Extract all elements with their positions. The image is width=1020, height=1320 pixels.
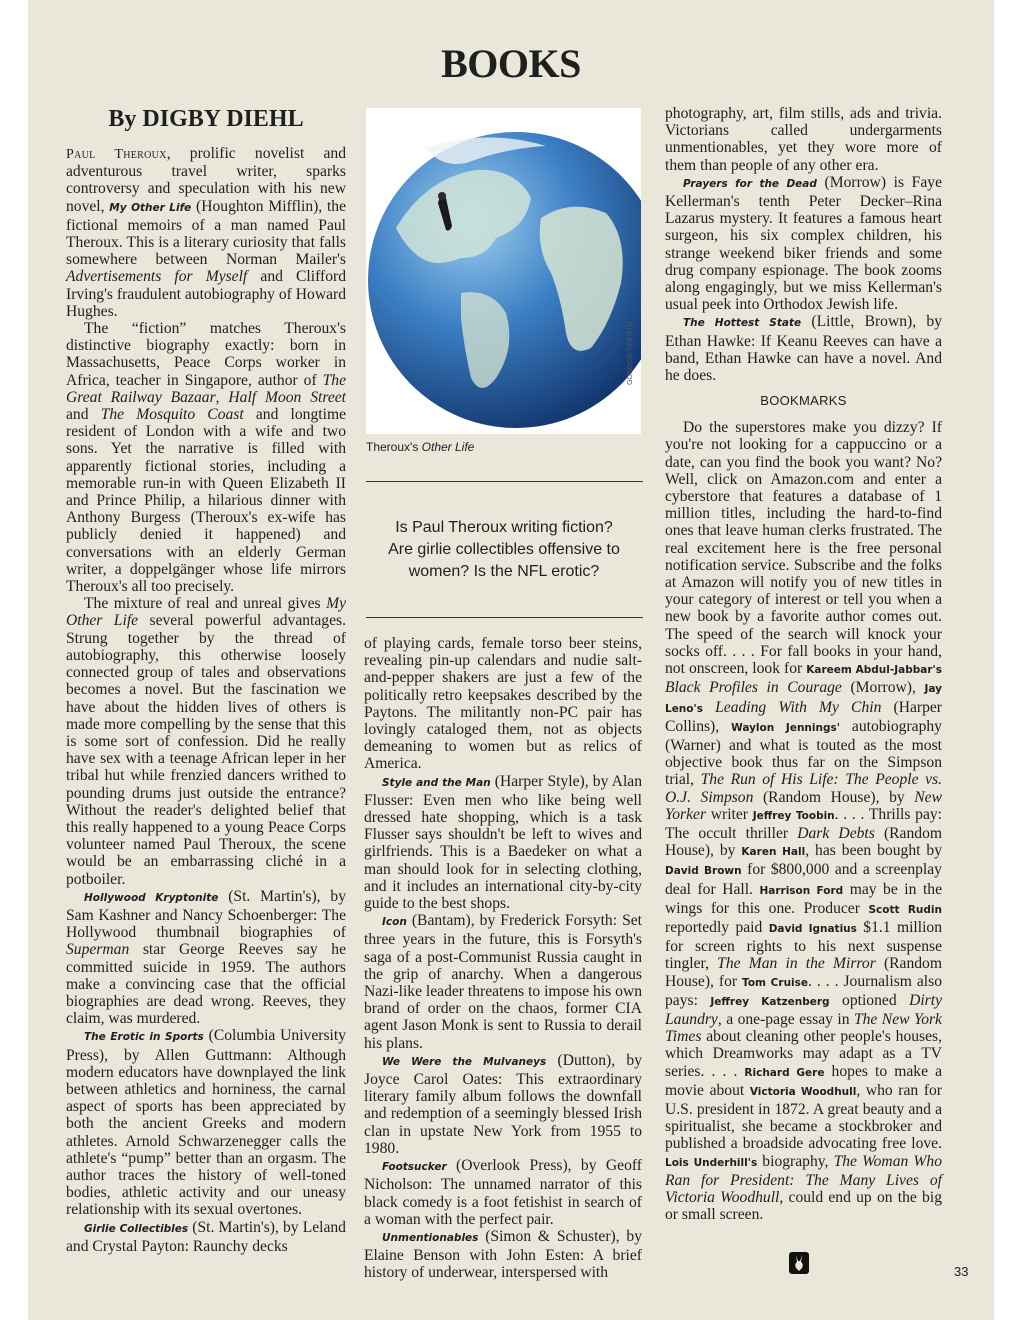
book-title: Style and the Man xyxy=(382,776,491,789)
paragraph: The “fiction” matches Theroux's distinctive biography exactly: born in Massachusetts, Peace Corps worker in Africa, teacher in Singapore, author of The Great Railway Bazaar, Half Moon Street and The Mosquito Coast and longtime resident of London with a wife and two sons. Yet the narrative is filled with apparently fictional stories, including a memorable run-in with Queen Elizabeth II and Prince Philip, a hilarious dinner with Anthony Burgess (Theroux's ex-wife has publicly denied it happened) and conversations with an elderly German writer, a doppelgänger whose life mirrors Theroux's all too precisely. xyxy=(66,320,346,596)
book-title: The Hottest State xyxy=(683,317,802,330)
book-title: Hollywood Kryptonite xyxy=(84,891,219,904)
column-3 xyxy=(665,105,942,1223)
globe-illustration xyxy=(366,108,641,434)
book-title: Icon xyxy=(382,916,407,929)
review-entry: Style and the Man (Harper Style), by Alan Flusser: Even men who like being well dressed hate shopping, which is a task Flusser says shouldn't be left to wives and girlfriends. This is a Baedeker on what a man should look for in selecting clothing, and it includes an international city-by-city guide to the best shops. xyxy=(364,772,642,913)
paragraph: The mixture of real and unreal gives My Other Life several powerful advantages. Strung together by the thread of autobiography, this otherwise loosely connected group of tales and observations becomes a novel. But the fascination we have about the hidden lives of others is made more compelling by the sense that this is some sort of confession. Did he really have sex with a teenage African leper in her tribal hut while frenzied dancers writhed to pounding drums just outside the entrance? Without the reader's delighted belief that this really happened to a young Peace Corps volunteer named Paul Theroux, the scene would be an embarrassing cliché in a potboiler. xyxy=(66,595,346,888)
bookmarks-subhead: BOOKMARKS xyxy=(760,393,847,409)
photo-caption: Theroux's Other Life xyxy=(366,440,475,454)
pullquote: Is Paul Theroux writing fiction? Are girlie collectibles offensive to women? Is the NFL erotic? xyxy=(388,519,620,580)
review-entry: Hollywood Kryptonite (St. Martin's), by Sam Kashner and Nancy Schoenberger: The Hollywood thumbnail biographies of Superman star George Reeves say he committed suicide in 1959. The authors make a convincing case that the official biographies are dead wrong. Reeves, they claim, was murdered. xyxy=(66,887,347,1028)
review-entry: Prayers for the Dead (Morrow) is Faye Kellerman's tenth Peter Decker–Rina Lazarus mystery. It features a famous heart surgeon, his six complex children, his strange weekend biker friends and some drug company espionage. The book zooms along engagingly, but we miss Kellerman's usual peek into Orthodox Jewish life. xyxy=(665,173,942,314)
globe-photo xyxy=(366,108,641,434)
section-title: BOOKS xyxy=(441,41,581,86)
book-title: We Were the Mulvaneys xyxy=(382,1055,547,1068)
page-number: 33 xyxy=(954,1264,969,1279)
book-title: Prayers for the Dead xyxy=(683,177,817,190)
bookmarks-paragraph: Do the superstores make you dizzy? If you're not looking for a cappuccino or a date, can you find the book you want? No? Well, click on Amazon.com and enter a cyberstore that features a database of 1 million titles, including the hard-to-find ones that leave human clerks frustrated. The real excitement here is the free personal notification service. Subscribe and the folks at Amazon will notify you of new titles in your category of interest or tell you when a new book by a favorite author comes out. The speed of the search will knock your socks off. . . . For fall books in your hand, not onscreen, look for Kareem Abdul-Jabbar's Black Profiles in Courage (Morrow), Jay Leno's Leading With My Chin (Harper Collins), Waylon Jennings' autobiography (Warner) and what is touted as the most objective book thus far on the Simpson trial, The Run of His Life: The People vs. O.J. Simpson (Random House), by New Yorker writer Jeffrey Toobin. . . . Thrills pay: The occult thriller Dark Debts (Random House), by Karen Hall, has been bought by David Brown for $800,000 and a screenplay deal for Hall. Harrison Ford may be in the wings for this one. Producer Scott Rudin reportedly paid David Ignatius $1.1 million for screen rights to his next suspense tingler, The Man in the Mirror (Random House), for Tom Cruise. . . . Journalism also pays: Jeffrey Katzenberg optioned Dirty Laundry, a one-page essay in The New York Times about cleaning other people's houses, which Dreamworks may adapt as a TV series. . . . Richard Gere hopes to make a movie about Victoria Woodhull, who ran for U.S. president in 1872. A great beauty and a spiritualist, she became a stockbroker and published a broadside advocating free love. Lois Underhill's biography, The Woman Who Ran for President: The Many Lives of Victoria Woodhull, could end up on the big or small screen. xyxy=(665,419,943,1224)
photo-credit: GORDON ORENTH xyxy=(626,321,634,385)
column-2 xyxy=(364,635,642,1282)
book-title: Unmentionables xyxy=(382,1231,479,1244)
review-entry: Icon (Bantam), by Frederick Forsyth: Set three years in the future, this is Forsyth's saga of a post-Communist Russia caught in the grip of anarchy. When a dangerous Nazi-like leader threatens to impose his own brand of order on the chaos, former CIA agent Jason Monk is sent to Russia to derail his plans. xyxy=(364,912,642,1052)
byline: By DIGBY DIEHL xyxy=(108,106,304,132)
pullquote-rule-top xyxy=(366,481,643,482)
magazine-page xyxy=(28,0,994,1320)
review-entry: The Hottest State (Little, Brown), by Ethan Hawke: If Keanu Reeves can have a band, Ethan Hawke can have a novel. And he does. xyxy=(665,313,942,385)
pullquote-rule-bottom xyxy=(366,617,643,618)
paragraph: of playing cards, female torso beer steins, revealing pin-up calendars and nudie salt-and-pepper shakers are just a few of the politically retro keepsakes described by the Paytons. The militantly non-PC pair has lovingly cataloged them, not as objects demeaning to women but as relics of America. xyxy=(364,635,642,773)
book-title: Footsucker xyxy=(382,1161,447,1174)
book-title: Girlie Collectibles xyxy=(84,1222,189,1235)
book-title: The Erotic in Sports xyxy=(84,1031,204,1044)
paragraph: Paul Theroux, prolific novelist and adventurous travel writer, sparks controversy and speculation with his new novel, My Other Life (Houghton Mifflin), the fictional memoirs of a man named Paul Theroux. This is a literary curiosity that falls somewhere between Norman Mailer's Advertisements for Myself and Clifford Irving's fraudulent autobiography of Howard Hughes. xyxy=(66,145,346,320)
review-entry: The Erotic in Sports (Columbia University Press), by Allen Guttmann: Although modern educators have downplayed the link between athletics and horniness, the carnal aspect of sports has been appreciated by both the ancient Greeks and modern athletes. Arnold Schwarzenegger calls the athlete's “pump” better than an orgasm. The author traces the history of well-toned bodies, athletic activity and our uneasy relationship with its sexual overtones. xyxy=(66,1027,346,1219)
review-entry: We Were the Mulvaneys (Dutton), by Joyce Carol Oates: This extraordinary literary family album follows the downfall and redemption of a seemingly blessed Irish clan in upstate New York from 1955 to 1980. xyxy=(364,1051,642,1157)
column-1 xyxy=(66,145,346,1255)
paragraph: photography, art, film stills, ads and trivia. Victorians called undergarments unmentionables, yet they wore more of them than people of any other era. xyxy=(665,105,942,174)
review-entry: Unmentionables (Simon & Schuster), by Elaine Benson with John Esten: A brief history of underwear, interspersed with xyxy=(364,1227,642,1282)
review-entry: Girlie Collectibles (St. Martin's), by Leland and Crystal Payton: Raunchy decks xyxy=(66,1218,346,1255)
review-entry: Footsucker (Overlook Press), by Geoff Nicholson: The unnamed narrator of this black comedy is a foot fetishist in search of a woman with the perfect pair. xyxy=(364,1157,642,1228)
rabbit-head-icon xyxy=(789,1252,809,1274)
